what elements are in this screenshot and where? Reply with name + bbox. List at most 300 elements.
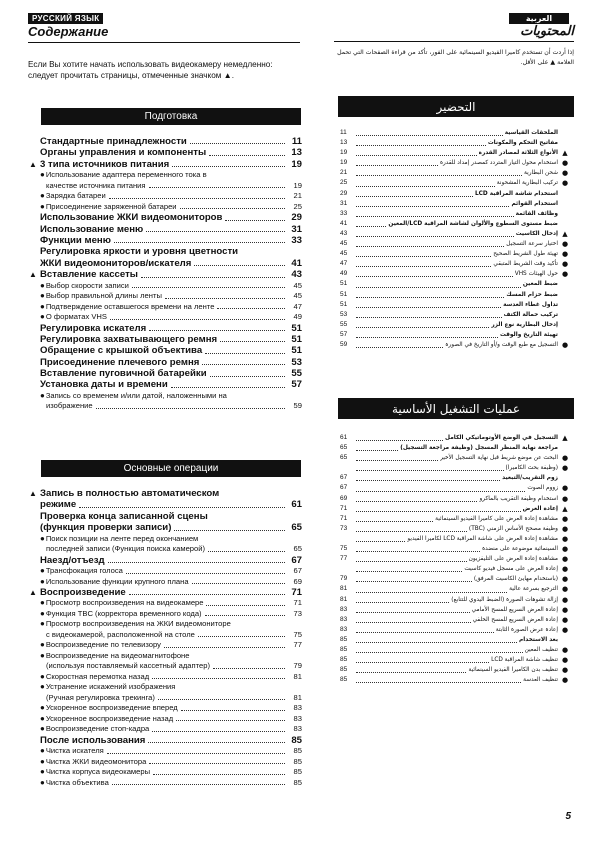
dot-leader — [217, 308, 285, 309]
toc-entry-page: 75 — [293, 629, 302, 639]
toc-entry-line — [26, 258, 302, 269]
bullet-icon: ● — [561, 656, 569, 665]
bullet-icon: ● — [561, 545, 569, 554]
toc-entry — [26, 577, 302, 588]
toc-entry-title: الملحقات القياسية — [504, 130, 558, 136]
toc-entry-title: إدخال الكاسيت — [515, 230, 558, 237]
toc-entry-line — [26, 693, 302, 704]
toc-entry-line — [26, 630, 302, 641]
dot-leader — [356, 266, 491, 267]
dot-leader — [172, 166, 285, 167]
toc-entry-page: 69 — [340, 494, 348, 502]
dot-leader — [96, 408, 285, 409]
toc-entry — [340, 158, 572, 168]
toc-entry-page: 55 — [340, 320, 348, 328]
dot-leader — [356, 317, 502, 318]
dot-leader — [356, 602, 449, 603]
bullet-icon: ● — [561, 340, 569, 349]
toc-entry-page: 11 — [291, 135, 302, 147]
dot-leader — [356, 592, 507, 593]
dot-leader — [152, 731, 285, 732]
toc-entry-page: 13 — [291, 147, 302, 159]
language-tab-russian: РУССКИЙ ЯЗЫК — [28, 13, 103, 24]
dot-leader — [356, 226, 386, 227]
quick-start-marker-icon: ▲ — [562, 149, 568, 158]
toc-entry-title: Запись со временем и/или датой, наложенными на — [45, 390, 227, 400]
toc-entry-page: 47 — [340, 260, 348, 268]
toc-entry-page: 65 — [291, 522, 302, 534]
toc-entry-line — [26, 170, 302, 181]
dot-leader — [356, 662, 489, 663]
toc-entry-page: 45 — [340, 240, 348, 248]
bullet-icon: ● — [40, 619, 45, 629]
dot-leader — [356, 440, 443, 441]
toc-entry-title: مشاهدة إعادة العرض على التليفزيون — [468, 556, 558, 563]
dot-leader — [152, 678, 285, 679]
toc-entry — [340, 554, 572, 564]
dot-leader — [109, 198, 285, 199]
toc-entry-page: 41 — [340, 219, 348, 227]
quick-start-marker-icon: ▲ — [29, 489, 37, 498]
toc-entry-title: إعادة العرض السريع للمسح الخلفي — [472, 616, 558, 623]
toc-entry-page: 47 — [293, 301, 302, 311]
toc-entry-page: 19 — [293, 180, 302, 190]
dot-leader — [356, 337, 498, 338]
toc-entry-title: Чистка корпуса видеокамеры — [45, 767, 151, 777]
toc-entry-page: 81 — [340, 585, 348, 593]
toc-list-preparation-ar — [340, 128, 572, 350]
toc-entry-title: تداول غطاء العدسة — [503, 301, 558, 308]
toc-entry-title: تنظيف المعين — [524, 646, 558, 653]
toc-entry-page: 67 — [340, 484, 348, 492]
toc-entry — [26, 212, 302, 223]
toc-entry — [340, 249, 572, 259]
toc-entry — [26, 587, 302, 598]
toc-entry-page: 61 — [340, 434, 348, 441]
toc-entry — [340, 239, 572, 249]
toc-entry-title: Воспроизведение — [40, 587, 126, 598]
toc-entry — [340, 584, 572, 594]
toc-entry-line — [26, 401, 302, 412]
toc-entry-page: 83 — [293, 703, 302, 713]
toc-entry — [340, 564, 572, 574]
toc-entry-page: 57 — [291, 379, 302, 391]
toc-entry-title: Установка даты и времени — [40, 379, 168, 391]
dot-leader — [356, 236, 514, 237]
dot-leader — [356, 307, 501, 308]
toc-entry-page: 83 — [340, 625, 348, 633]
bullet-icon: ● — [40, 756, 45, 766]
bullet-icon: ● — [40, 191, 45, 201]
dot-leader — [198, 636, 285, 637]
toc-entry-page: 43 — [291, 269, 302, 281]
toc-entry-title: زوم التقريب/التبعيد — [502, 475, 558, 482]
bullet-icon: ● — [40, 291, 45, 301]
bullet-icon: ● — [40, 713, 45, 723]
toc-entry-title: Скоростная перемотка назад — [45, 671, 150, 681]
toc-entry-title: إدخال البطارية نوع الزر — [491, 321, 558, 328]
dot-leader — [356, 216, 514, 217]
quick-start-marker-icon: ▲ — [562, 229, 568, 238]
toc-entry — [340, 514, 572, 524]
toc-entry-title: Наезд/отъезд — [40, 554, 105, 566]
dot-leader — [209, 155, 285, 156]
toc-entry-page: 83 — [293, 724, 302, 734]
dot-leader — [225, 220, 285, 221]
toc-entry — [26, 619, 302, 640]
toc-entry-title: Ускоренное воспроизведение вперед — [45, 703, 178, 713]
toc-entry-title-continued: с видеокамерой, расположенной на столе — [46, 629, 195, 639]
toc-entry-title: Органы управления и компоненты — [40, 147, 207, 159]
bullet-icon: ● — [561, 260, 569, 269]
dot-leader — [176, 720, 285, 721]
dot-leader — [174, 530, 285, 531]
toc-entry — [26, 380, 302, 391]
dot-leader — [356, 246, 504, 247]
dot-leader — [356, 186, 495, 187]
toc-entry-title: Проверка конца записанной сцены — [40, 510, 208, 522]
toc-entry-page: 69 — [293, 576, 302, 586]
section-header-preparation-ru: Подготовка — [41, 108, 301, 125]
dot-leader — [194, 265, 285, 266]
bullet-icon: ● — [561, 524, 569, 533]
toc-entry — [26, 323, 302, 334]
toc-entry — [26, 746, 302, 757]
toc-entry-page: 81 — [293, 671, 302, 681]
dot-leader — [110, 319, 285, 320]
toc-entry-page: 71 — [293, 598, 302, 608]
toc-entry — [340, 279, 572, 289]
bullet-icon: ● — [40, 724, 45, 734]
dot-leader — [356, 155, 477, 156]
bullet-icon: ● — [561, 605, 569, 614]
toc-entry-title: Устранение искажений изображения — [45, 682, 176, 692]
toc-entry-title: ضبط مستوى السطوع والألوان لشاشة المراقبة LCD/المعين — [388, 220, 558, 227]
toc-entry — [340, 300, 572, 310]
toc-entry — [340, 148, 572, 158]
toc-entry-page: 77 — [293, 640, 302, 650]
toc-entry-page: 21 — [340, 169, 348, 177]
toc-entry-page: 85 — [340, 656, 348, 664]
dot-leader — [356, 682, 521, 683]
toc-entry — [340, 259, 572, 269]
toc-entry — [26, 651, 302, 672]
toc-entry — [340, 655, 572, 665]
toc-entry-title: تهيئة التاريخ والوقت — [499, 331, 558, 338]
toc-entry-page: 71 — [340, 514, 348, 522]
toc-entry-page: 85 — [340, 676, 348, 684]
toc-entry — [340, 330, 572, 340]
toc-entry-page: 55 — [291, 368, 302, 380]
toc-entry-page: 85 — [293, 777, 302, 787]
toc-entry-title: ضبط حزام المسك — [506, 291, 558, 298]
toc-entry-title: ضبط المعين — [522, 281, 558, 288]
bullet-icon: ● — [40, 598, 45, 608]
bullet-icon: ● — [561, 625, 569, 634]
bullet-icon: ● — [40, 777, 45, 787]
quick-start-marker-icon: ▲ — [29, 159, 37, 169]
toc-entry-page: 31 — [340, 199, 348, 207]
toc-entry-page: 71 — [340, 504, 348, 512]
toc-entry-page: 83 — [340, 605, 348, 613]
toc-entry-line — [26, 391, 302, 402]
toc-entry-title: Функция TBC (корректора временного кода) — [45, 608, 202, 618]
toc-entry-page: 67 — [293, 566, 302, 576]
bullet-icon: ● — [561, 484, 569, 493]
toc-entry-title: Трансфокация голоса — [45, 566, 123, 576]
toc-entry-page: 33 — [291, 234, 302, 246]
dot-leader — [356, 327, 489, 328]
toc-entry-page: 49 — [293, 312, 302, 322]
toc-entry — [340, 675, 572, 685]
toc-entry-title: إزالة تشوهات الصورة (الضبط اليدوي للتتابع) — [451, 596, 558, 603]
toc-entry — [26, 598, 302, 609]
toc-entry-page: 19 — [340, 149, 348, 157]
toc-entry-title: Зарядка батареи — [45, 191, 106, 201]
toc-entry — [340, 524, 572, 534]
toc-entry — [26, 672, 302, 683]
bullet-icon: ● — [561, 179, 569, 188]
toc-entry-page: 85 — [293, 756, 302, 766]
bullet-icon: ● — [561, 585, 569, 594]
toc-entry-title: استخدام محول التيار المتردد كمصدر إمداد للقدرة — [439, 160, 558, 167]
dot-leader — [192, 583, 285, 584]
toc-entry-page: 25 — [293, 201, 302, 211]
dot-leader — [356, 256, 491, 257]
toc-entry — [26, 302, 302, 313]
toc-entry — [26, 170, 302, 191]
bullet-icon: ● — [561, 250, 569, 259]
intro-text-ru: Если Вы хотите начать использовать видеокамеру немедленно: следует прочитать страницы, отмеченные значком ▲. — [28, 60, 273, 80]
dot-leader — [356, 571, 462, 572]
toc-entry — [340, 625, 572, 635]
dot-leader — [356, 165, 438, 166]
dot-leader — [356, 561, 467, 562]
toc-entry — [26, 269, 302, 280]
dot-leader — [108, 562, 285, 563]
toc-entry-title: Регулировка захватывающего ремня — [40, 333, 218, 345]
toc-entry-page: 81 — [293, 692, 302, 702]
toc-entry-title-continued: качестве источника питания — [46, 180, 146, 190]
toc-entry — [340, 645, 572, 655]
toc-entry-page: 51 — [291, 333, 302, 345]
toc-entry-title: (وظيفة بحث الكاميرا) — [505, 465, 558, 472]
toc-entry-page: 13 — [340, 139, 348, 147]
bullet-icon: ● — [40, 671, 45, 681]
toc-entry — [26, 281, 302, 292]
toc-entry — [340, 209, 572, 219]
toc-entry — [340, 665, 572, 675]
toc-entry — [26, 224, 302, 235]
dot-leader — [149, 187, 285, 188]
toc-entry-page: 33 — [340, 209, 348, 217]
dot-leader — [356, 287, 521, 288]
dot-leader — [190, 143, 285, 144]
toc-entry-title: Обращение с крышкой объектива — [40, 345, 203, 357]
toc-entry — [340, 534, 572, 544]
bullet-icon: ● — [561, 464, 569, 473]
dot-leader — [356, 276, 513, 277]
toc-entry-page: 45 — [293, 280, 302, 290]
toc-entry-title-continued: (используя поставляемый кассетный адаптер) — [46, 661, 210, 671]
dot-leader — [356, 297, 504, 298]
toc-entry — [26, 312, 302, 323]
toc-entry-title: تأكيد وقت الشريط المتبقي — [493, 261, 558, 268]
toc-entry — [340, 504, 572, 514]
toc-entry — [340, 310, 572, 320]
toc-entry-page: 85 — [293, 767, 302, 777]
toc-entry-line — [26, 619, 302, 630]
toc-entry — [340, 189, 572, 199]
dot-leader — [213, 668, 285, 669]
toc-list-basic-operations-ru — [26, 488, 302, 788]
toc-entry — [340, 595, 572, 605]
toc-entry — [26, 778, 302, 789]
toc-entry-title: Использование меню — [40, 223, 144, 235]
toc-entry-title: وظيفة مصحح الأساس الزمني (TBC) — [468, 525, 558, 532]
toc-entry-title: Присоединение заряженной батареи — [45, 201, 177, 211]
toc-entry-page: 85 — [340, 666, 348, 674]
bullet-icon: ● — [40, 682, 45, 692]
toc-entry-page: 79 — [293, 661, 302, 671]
toc-entry-title: شحن البطارية — [523, 170, 558, 177]
toc-entry-title: تنظيف العدسة — [523, 677, 558, 684]
dot-leader — [171, 387, 285, 388]
quick-start-marker-icon: ▲ — [562, 504, 568, 513]
toc-entry-page: 85 — [291, 734, 302, 746]
toc-entry — [26, 345, 302, 356]
toc-entry-title-continued: режиме — [40, 499, 77, 511]
toc-entry — [26, 714, 302, 725]
toc-entry-title: استخدام وظيفة التقريب بالماكرو — [479, 495, 558, 502]
toc-entry — [340, 453, 572, 463]
toc-entry-page: 85 — [340, 645, 348, 653]
toc-entry-page: 49 — [340, 270, 348, 278]
bullet-icon: ● — [561, 676, 569, 685]
toc-entry-title: زووم الصوت — [527, 485, 558, 492]
toc-entry-page: 19 — [340, 159, 348, 167]
dot-leader — [132, 287, 285, 288]
dot-leader — [164, 647, 285, 648]
toc-entry — [340, 433, 572, 443]
toc-entry-title: استخدام القوائم — [511, 200, 558, 207]
dot-leader — [356, 491, 525, 492]
bullet-icon: ● — [40, 640, 45, 650]
toc-entry-title-continued: (Ручная регулировка трекинга) — [46, 692, 155, 702]
toc-entry-title: الأنواع الثلاثة لمصادر القدرة — [478, 150, 558, 157]
toc-entry-line — [26, 651, 302, 662]
toc-entry-page: 51 — [340, 280, 348, 288]
toc-entry — [340, 168, 572, 178]
toc-entry-title: تركيب حمالة الكتف — [503, 311, 558, 318]
toc-entry-title: Функции меню — [40, 234, 111, 246]
dot-leader — [114, 242, 285, 243]
toc-entry-title-continued: (функция проверки записи) — [40, 522, 172, 534]
toc-entry-title: Подтверждение оставшегося времени на ленте — [45, 301, 215, 311]
bullet-icon: ● — [561, 454, 569, 463]
toc-entry-title: Поиск позиции на ленте перед окончанием — [45, 533, 199, 543]
language-tab-arabic: العربية — [509, 13, 569, 24]
dot-leader — [356, 175, 522, 176]
toc-entry — [340, 269, 572, 279]
toc-entry-page: 51 — [340, 290, 348, 298]
toc-entry-page: 65 — [340, 444, 348, 452]
toc-entry-line — [26, 544, 302, 555]
toc-entry-page: 61 — [291, 499, 302, 511]
dot-leader — [356, 460, 438, 461]
toc-entry-title: السينمائية موضوعة على منضدة — [482, 546, 558, 553]
toc-entry-title: Воспроизведение стоп-кадра — [45, 724, 150, 734]
toc-entry — [26, 534, 302, 555]
toc-entry-title: Запись в полностью автоматическом — [40, 488, 220, 499]
dot-leader — [79, 507, 285, 508]
toc-entry-title: Регулировка яркости и уровня цветности — [40, 246, 239, 258]
toc-entry-line — [26, 661, 302, 672]
toc-entry-title: مراجعة نهاية المنظر المسجل (وظيفة مراجعة التسجيل) — [400, 445, 558, 452]
dot-leader — [107, 753, 285, 754]
toc-entry-title: إعادة العرض السريع للمسح الأمامي — [471, 606, 558, 613]
toc-entry-title: تهيئة طول الشريط الصحيح — [493, 251, 558, 258]
toc-entry-title: Использование адаптера переменного тока в — [45, 170, 207, 180]
bullet-icon: ● — [40, 533, 45, 543]
toc-entry — [340, 320, 572, 330]
toc-entry-page: 45 — [340, 250, 348, 258]
toc-entry-title: إعادة العرض — [522, 505, 558, 512]
toc-entry-page: 85 — [293, 746, 302, 756]
toc-entry — [26, 291, 302, 302]
toc-entry-page: 81 — [340, 595, 348, 603]
toc-entry-title: اختيار سرعة التسجيل — [506, 241, 558, 248]
bullet-icon: ● — [561, 240, 569, 249]
toc-entry-page: 71 — [291, 587, 302, 598]
toc-entry — [340, 290, 572, 300]
toc-entry-title: تنظيف شاشة المراقبة LCD — [491, 657, 558, 664]
toc-entry-page: 83 — [340, 615, 348, 623]
dot-leader — [356, 521, 433, 522]
toc-entry — [26, 767, 302, 778]
toc-entry-title: Стандартные принадлежности — [40, 135, 187, 147]
bullet-icon: ● — [561, 595, 569, 604]
toc-entry-page: 65 — [340, 454, 348, 462]
toc-entry — [26, 235, 302, 246]
page-number: 5 — [565, 811, 571, 822]
dot-leader — [356, 450, 398, 451]
toc-entry — [26, 724, 302, 735]
bullet-icon: ● — [561, 534, 569, 543]
toc-entry-page: 51 — [291, 322, 302, 334]
toc-entry-title: Чистка ЖКИ видеомонитора — [45, 756, 147, 766]
section-header-basic-operations-ru: Основные операции — [41, 460, 301, 477]
dot-leader — [356, 196, 473, 197]
toc-entry — [26, 357, 302, 368]
bullet-icon: ● — [40, 767, 45, 777]
dot-leader — [158, 699, 285, 700]
toc-entry-page: 67 — [291, 554, 302, 566]
toc-entry-title: التسجيل مع طبع الوقت و/أو التاريخ في الصورة — [445, 341, 558, 348]
toc-entry — [26, 703, 302, 714]
toc-entry-page: 21 — [293, 191, 302, 201]
toc-entry — [26, 566, 302, 577]
dot-leader — [149, 763, 285, 764]
toc-entry-title: Воспроизведение на видеомагнитофоне — [45, 650, 190, 660]
toc-entry-title: Присоединение плечевого ремня — [40, 356, 200, 368]
dot-leader — [356, 480, 500, 481]
dot-leader — [356, 206, 509, 207]
toc-entry-line — [26, 682, 302, 693]
toc-entry-title: О форматах VHS — [45, 312, 107, 322]
toc-entry-title: مشاهدة إعادة العرض على كاميرا الفيديو السينمائية — [435, 515, 558, 522]
bullet-icon: ● — [561, 270, 569, 279]
